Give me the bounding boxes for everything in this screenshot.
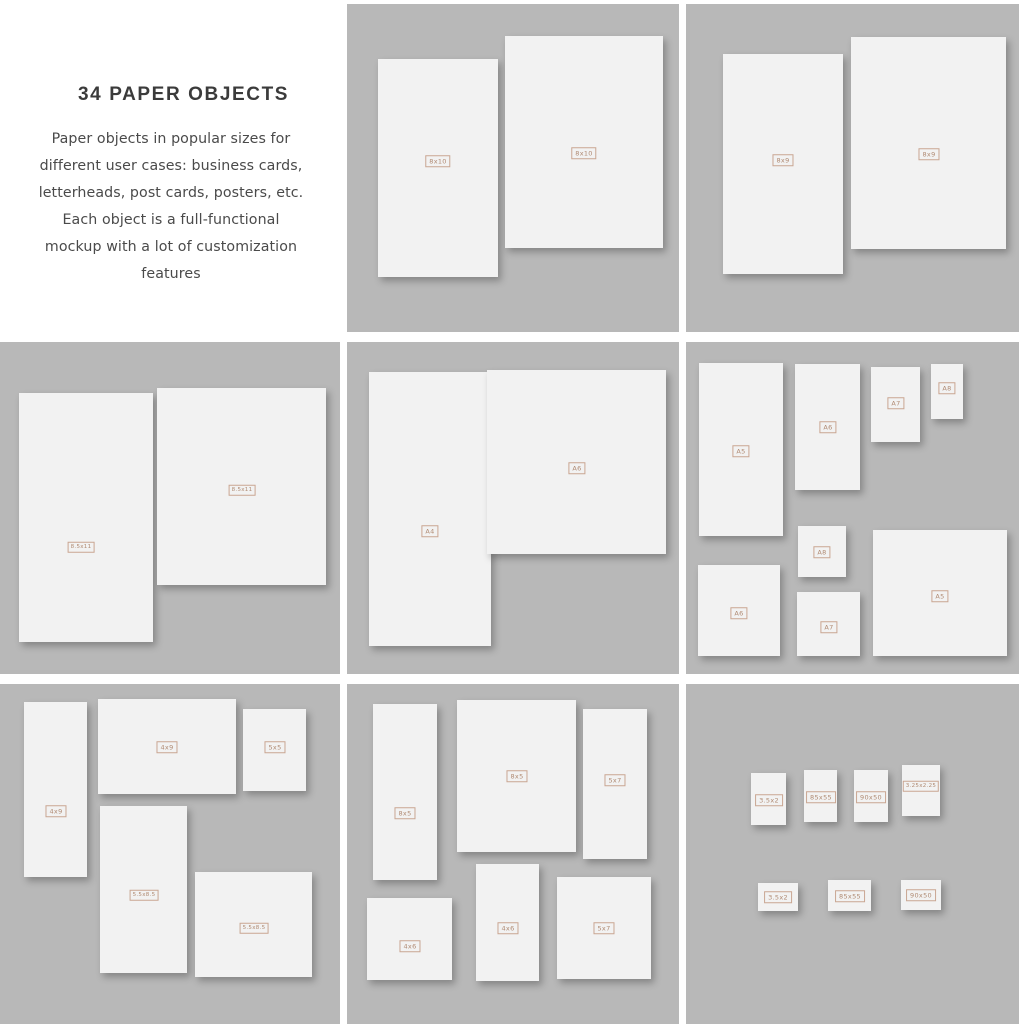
paper-mockup xyxy=(487,370,666,554)
paper-mockup xyxy=(828,880,871,911)
size-label: 8x9 xyxy=(918,148,939,160)
paper-mockup xyxy=(367,898,452,980)
paper-mockup xyxy=(505,36,663,248)
paper-mockup xyxy=(557,877,651,979)
paper-mockup xyxy=(378,59,498,277)
size-label: A7 xyxy=(820,621,837,633)
paper-mockup xyxy=(902,765,940,816)
panel-8x10 xyxy=(347,4,679,332)
paper-mockup xyxy=(476,864,539,981)
size-label: 8.5x11 xyxy=(68,542,95,553)
size-label: A6 xyxy=(730,607,747,619)
paper-mockup xyxy=(804,770,837,822)
size-label: 4x9 xyxy=(156,741,177,753)
paper-mockup xyxy=(854,770,888,822)
size-label: A8 xyxy=(938,382,955,394)
paper-mockup xyxy=(751,773,786,825)
panel-8x9 xyxy=(686,4,1019,332)
intro-description: Paper objects in popular sizes for different user cases: business cards, letterheads, post cards, posters, etc. Each object is a full-functional mockup with a lot of customization features xyxy=(38,131,304,282)
size-label: A6 xyxy=(819,421,836,433)
panel-a4-a6 xyxy=(347,342,679,674)
size-label: 5x5 xyxy=(264,741,285,753)
panel-4x9-5-5x8-5 xyxy=(0,684,340,1024)
paper-mockup xyxy=(19,393,153,642)
panel-a-series xyxy=(686,342,1019,674)
size-label: 8.5x11 xyxy=(229,485,256,496)
size-label: A5 xyxy=(732,445,749,457)
paper-mockup xyxy=(243,709,306,791)
size-label: A6 xyxy=(568,462,585,474)
paper-mockup xyxy=(795,364,860,490)
panel-business-cards xyxy=(686,684,1019,1024)
size-label: 4x6 xyxy=(399,940,420,952)
size-label: 85x55 xyxy=(835,890,865,902)
size-label: A5 xyxy=(931,590,948,602)
size-label: 90x50 xyxy=(856,791,886,803)
panel-8x5-5x7-4x6 xyxy=(347,684,679,1024)
size-label: 3.25x2.25 xyxy=(903,781,939,792)
paper-mockup xyxy=(798,526,846,577)
paper-mockup xyxy=(699,363,783,536)
paper-mockup xyxy=(195,872,312,977)
paper-mockup xyxy=(851,37,1006,249)
page-title: 34 PAPER OBJECTS xyxy=(78,84,290,105)
paper-mockup xyxy=(24,702,87,877)
paper-mockup xyxy=(901,880,941,910)
size-label: 5x7 xyxy=(604,774,625,786)
paper-mockup xyxy=(871,367,920,442)
size-label: 3.5x2 xyxy=(755,794,783,806)
size-label: 5.5x8.5 xyxy=(240,923,269,934)
paper-mockup xyxy=(457,700,576,852)
size-label: 5.5x8.5 xyxy=(130,890,159,901)
paper-mockup xyxy=(157,388,326,585)
size-label: 4x9 xyxy=(45,805,66,817)
size-label: 8x5 xyxy=(394,807,415,819)
paper-mockup xyxy=(758,883,798,911)
paper-mockup xyxy=(698,565,780,656)
paper-mockup xyxy=(369,372,491,646)
size-label: A4 xyxy=(421,525,438,537)
size-label: 8x10 xyxy=(425,155,450,167)
paper-mockup xyxy=(797,592,860,656)
size-label: 8x9 xyxy=(772,154,793,166)
size-label: 90x50 xyxy=(906,889,936,901)
panel-intro xyxy=(0,0,340,332)
paper-mockup xyxy=(373,704,437,880)
size-label: A7 xyxy=(887,397,904,409)
panel-8-5x11 xyxy=(0,342,340,674)
paper-mockup xyxy=(723,54,843,274)
size-label: 85x55 xyxy=(806,791,836,803)
size-label: 8x10 xyxy=(571,147,596,159)
paper-mockup xyxy=(931,364,963,419)
size-label: 4x6 xyxy=(497,922,518,934)
paper-mockup xyxy=(100,806,187,973)
paper-mockup xyxy=(583,709,647,859)
size-label: 3.5x2 xyxy=(764,891,792,903)
size-label: 5x7 xyxy=(593,922,614,934)
paper-mockup xyxy=(873,530,1007,656)
size-label: 8x5 xyxy=(506,770,527,782)
size-label: A8 xyxy=(813,546,830,558)
paper-mockup xyxy=(98,699,236,794)
